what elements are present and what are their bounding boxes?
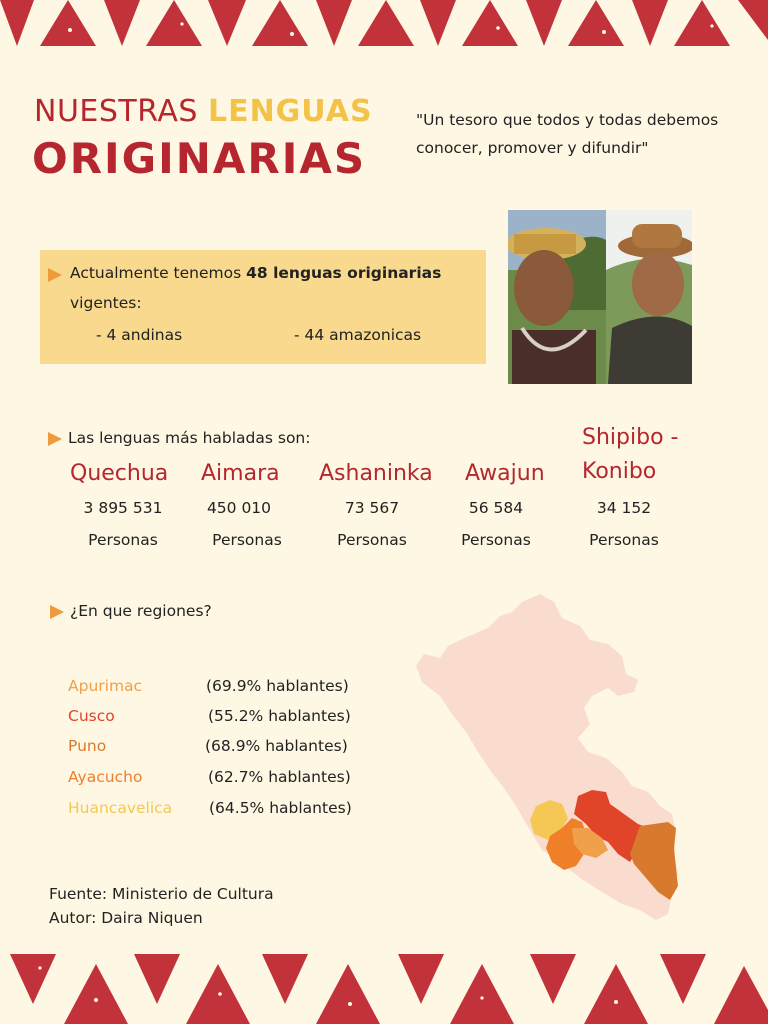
lang-name-quechua: Quechua [70,461,169,486]
triangle-pattern-icon [0,948,768,1024]
region-pct-puno: (68.9% hablantes) [205,737,348,755]
region-pct-apurimac: (69.9% hablantes) [206,677,349,695]
regions-heading: ¿En que regiones? [70,602,212,620]
lang-name-konibo: Konibo [582,459,657,484]
bullet-arrow-icon [48,268,62,282]
info-andinas: - 4 andinas [96,326,183,344]
peru-map-icon [412,592,684,922]
info-rest: vigentes: [70,294,142,312]
region-pct-cusco: (55.2% hablantes) [208,707,351,725]
lang-count-awajun: 56 584 [468,499,524,517]
lang-name-aimara: Aimara [201,461,280,486]
region-pct-ayacucho: (62.7% hablantes) [208,768,351,786]
bottom-triangle-border [0,948,768,1024]
title-line-1 [34,94,373,129]
region-name-ayacucho: Ayacucho [68,768,143,786]
lang-name-shipibo: Shipibo - [582,425,679,450]
region-name-cusco: Cusco [68,707,115,725]
lang-unit-aimara: Personas [212,531,282,549]
lang-unit-shipibo: Personas [589,531,659,549]
region-name-apurimac: Apurimac [68,677,143,695]
lang-count-quechua: 3 895 531 [83,499,163,517]
footer-source: Fuente: Ministerio de Cultura [49,885,274,903]
region-name-puno: Puno [68,737,107,755]
footer-author: Autor: Daira Niquen [49,909,203,927]
peru-map [412,592,684,922]
triangle-pattern-icon [0,0,768,50]
info-intro: Actualmente tenemos [70,264,242,282]
languages-heading: Las lenguas más habladas son: [68,429,311,447]
lang-count-shipibo: 34 152 [596,499,652,517]
header-quote: "Un tesoro que todos y todas debemos conocer, promover y difundir" [416,111,719,157]
title-line-2: ORIGINARIAS [32,134,367,183]
region-name-huancavelica: Huancavelica [68,799,173,817]
title-highlight: LENGUAS [207,94,373,129]
lang-name-awajun: Awajun [465,461,545,486]
bullet-arrow-icon [50,605,64,619]
region-pct-huancavelica: (64.5% hablantes) [209,799,352,817]
lang-count-aimara: 450 010 [206,499,272,517]
info-intro-line [70,264,441,282]
lang-count-ashaninka: 73 567 [344,499,400,517]
info-box [40,250,486,364]
lang-name-ashaninka: Ashaninka [319,461,433,486]
top-triangle-border [0,0,768,50]
info-amazonicas: - 44 amazonicas [294,326,422,344]
bullet-arrow-icon [48,432,62,446]
lang-unit-ashaninka: Personas [337,531,407,549]
info-highlight: 48 lenguas originarias [246,264,442,282]
portrait-photo-icon [508,210,692,384]
elders-photo [508,210,692,384]
lang-unit-quechua: Personas [88,531,158,549]
lang-unit-awajun: Personas [461,531,531,549]
title-part1: NUESTRAS [34,94,198,129]
